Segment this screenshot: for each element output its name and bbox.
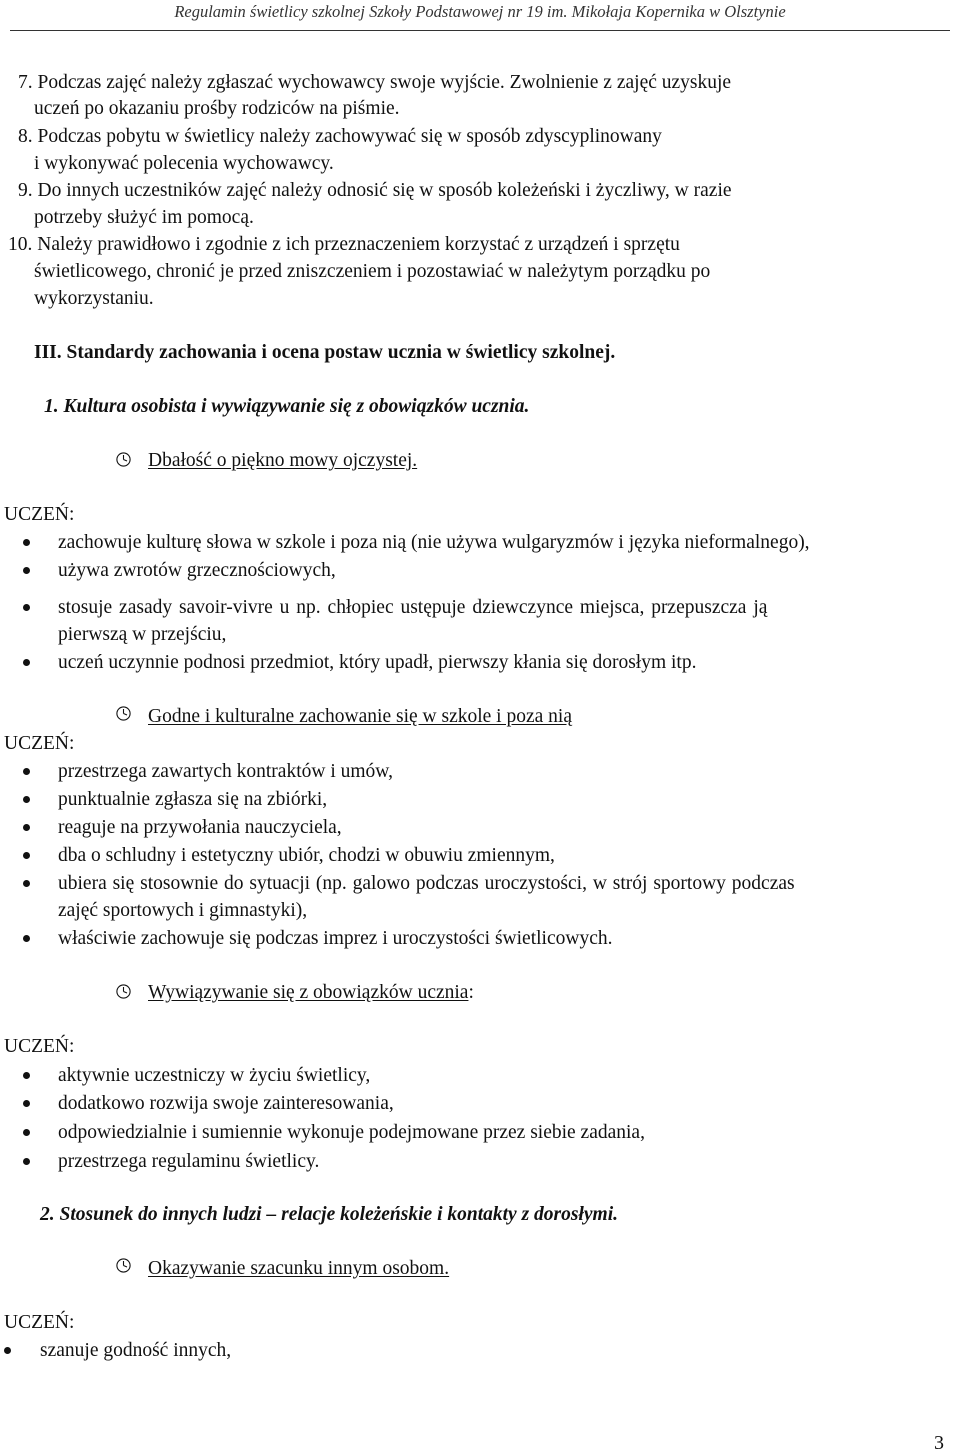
rule-8-line-1: 8. Podczas pobytu w świetlicy należy zachowywać się w sposób zdyscyplinowany <box>18 126 662 147</box>
bullet-icon <box>23 935 30 942</box>
section-3-title: III. Standardy zachowania i ocena postaw ucznia w świetlicy szkolnej. <box>34 342 616 363</box>
bullet-icon <box>23 768 30 775</box>
block-3-heading-colon: : <box>468 982 474 1003</box>
list-item: uczeń uczynnie podnosi przedmiot, który upadł, pierwszy kłania się dorosłym itp. <box>58 652 697 673</box>
list-item: zajęć sportowych i gimnastyki), <box>58 900 308 921</box>
bullet-icon <box>23 796 30 803</box>
block-3-heading <box>148 980 474 1006</box>
uczen-label: UCZEŃ: <box>4 733 75 754</box>
bullet-icon <box>23 567 30 574</box>
subsection-1-title: 1. Kultura osobista i wywiązywanie się z obowiązków ucznia. <box>44 396 530 417</box>
uczen-label: UCZEŃ: <box>4 504 75 525</box>
block-2-heading: Godne i kulturalne zachowanie się w szkole i poza nią <box>148 706 572 727</box>
bullet-icon <box>23 659 30 666</box>
list-item: stosuje zasady savoir-vivre u np. chłopiec ustępuje dziewczynce miejsca, przepuszcza ją <box>58 597 768 618</box>
header-rule <box>10 30 950 31</box>
bullet-icon <box>23 1072 30 1079</box>
clock-icon <box>116 1258 131 1273</box>
bullet-icon <box>23 1158 30 1165</box>
list-item: dodatkowo rozwija swoje zainteresowania, <box>58 1093 394 1114</box>
rule-7-line-2: uczeń po okazaniu prośby rodziców na piśmie. <box>34 98 400 119</box>
running-header: Regulamin świetlicy szkolnej Szkoły Podstawowej nr 19 im. Mikołaja Kopernika w Olsztynie <box>174 2 786 21</box>
list-item: właściwie zachowuje się podczas imprez i uroczystości świetlicowych. <box>58 928 613 949</box>
list-item: dba o schludny i estetyczny ubiór, chodzi w obuwiu zmiennym, <box>58 845 555 866</box>
rule-10-line-3: wykorzystaniu. <box>34 288 154 309</box>
clock-icon <box>116 706 131 721</box>
clock-icon <box>116 984 131 999</box>
list-item: punktualnie zgłasza się na zbiórki, <box>58 789 328 810</box>
list-item: pierwszą w przejściu, <box>58 624 227 645</box>
rule-9-line-1: 9. Do innych uczestników zajęć należy odnosić się w sposób koleżeński i życzliwy, w razie <box>18 180 732 201</box>
uczen-label: UCZEŃ: <box>4 1036 75 1057</box>
list-item: zachowuje kulturę słowa w szkole i poza nią (nie używa wulgaryzmów i języka nieformalnego), <box>58 532 810 553</box>
rule-9-line-2: potrzeby służyć im pomocą. <box>34 207 254 228</box>
uczen-label: UCZEŃ: <box>4 1312 75 1333</box>
list-item: odpowiedzialnie i sumiennie wykonuje podejmowane przez siebie zadania, <box>58 1122 645 1143</box>
bullet-icon <box>23 880 30 887</box>
list-item: reaguje na przywołania nauczyciela, <box>58 817 342 838</box>
block-1-heading: Dbałość o piękno mowy ojczystej. <box>148 450 418 471</box>
bullet-icon <box>23 604 30 611</box>
bullet-icon <box>23 539 30 546</box>
rule-10-line-2: świetlicowego, chronić je przed zniszczeniem i pozostawiać w należytym porządku po <box>34 261 711 282</box>
bullet-icon <box>4 1347 11 1354</box>
list-item: ubiera się stosownie do sytuacji (np. galowo podczas uroczystości, w strój sportowy podczas <box>58 873 795 894</box>
bullet-icon <box>23 852 30 859</box>
block-3-heading-text: Wywiązywanie się z obowiązków ucznia <box>148 982 469 1003</box>
bullet-icon <box>23 1100 30 1107</box>
page-number: 3 <box>934 1432 944 1454</box>
clock-icon <box>116 452 131 467</box>
list-item: aktywnie uczestniczy w życiu świetlicy, <box>58 1065 371 1086</box>
bullet-icon <box>23 1129 30 1136</box>
list-item: używa zwrotów grzecznościowych, <box>58 560 336 581</box>
bullet-icon <box>23 824 30 831</box>
list-item: przestrzega zawartych kontraktów i umów, <box>58 761 393 782</box>
list-item: szanuje godność innych, <box>40 1340 232 1361</box>
rule-8-line-2: i wykonywać polecenia wychowawcy. <box>34 153 334 174</box>
block-4-heading: Okazywanie szacunku innym osobom. <box>148 1258 450 1279</box>
list-item: przestrzega regulaminu świetlicy. <box>58 1151 320 1172</box>
subsection-2-title: 2. Stosunek do innych ludzi – relacje koleżeńskie i kontakty z dorosłymi. <box>40 1204 618 1225</box>
rule-7-line-1: 7. Podczas zajęć należy zgłaszać wychowawcy swoje wyjście. Zwolnienie z zajęć uzyskuje <box>18 72 732 93</box>
rule-10-line-1: 10. Należy prawidłowo i zgodnie z ich przeznaczeniem korzystać z urządzeń i sprzętu <box>8 234 680 255</box>
